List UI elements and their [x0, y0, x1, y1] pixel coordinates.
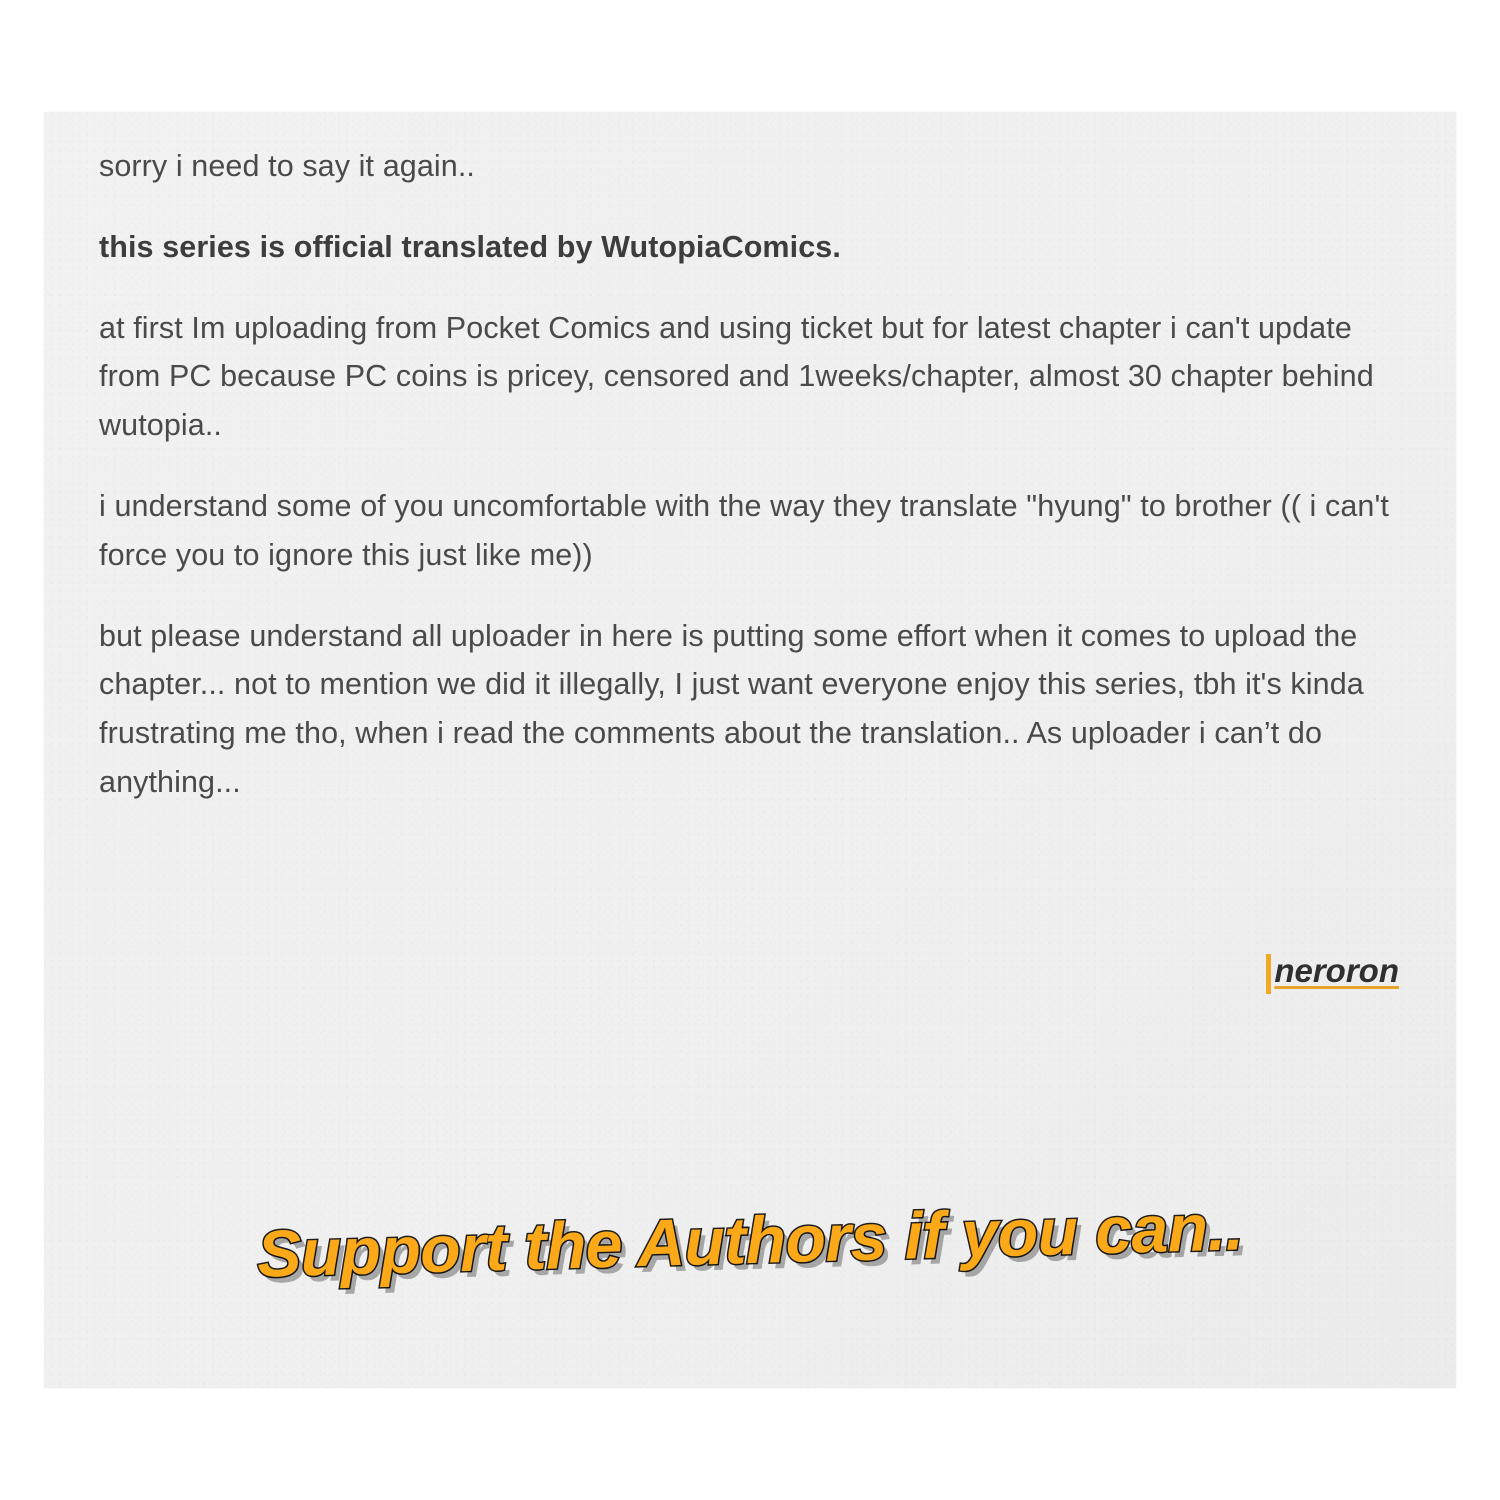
paragraph-3: at first Im uploading from Pocket Comics and using ticket but for latest chapter i can't update from PC because PC coins is pricey, censored and 1weeks/chapter, almost 30 chapter behind wutopia..: [99, 310, 1374, 443]
note-text-block: [99, 142, 1399, 807]
support-authors-text: Support the Authors if you can..: [256, 1189, 1244, 1291]
text-caret-icon: [1266, 954, 1271, 994]
paragraph-1: sorry i need to say it again..: [99, 149, 475, 183]
support-banner: [44, 1189, 1456, 1291]
note-page: [44, 112, 1456, 1388]
paragraph-2-official-notice: this series is official translated by WutopiaComics.: [99, 229, 841, 264]
signature-label: neroron: [1274, 952, 1399, 989]
signature: [1266, 952, 1399, 990]
paragraph-4: i understand some of you uncomfortable with the way they translate "hyung" to brother (( i can't force you to ignore this just like me)): [99, 488, 1389, 572]
signature-row: [99, 952, 1500, 990]
paragraph-5: but please understand all uploader in here is putting some effort when it comes to upload the chapter... not to mention we did it illegally, I just want everyone enjoy this series, tbh it's kinda frustrating me tho, when i read the comments about the translation.. As uploader i can’t do anything...: [99, 618, 1364, 799]
